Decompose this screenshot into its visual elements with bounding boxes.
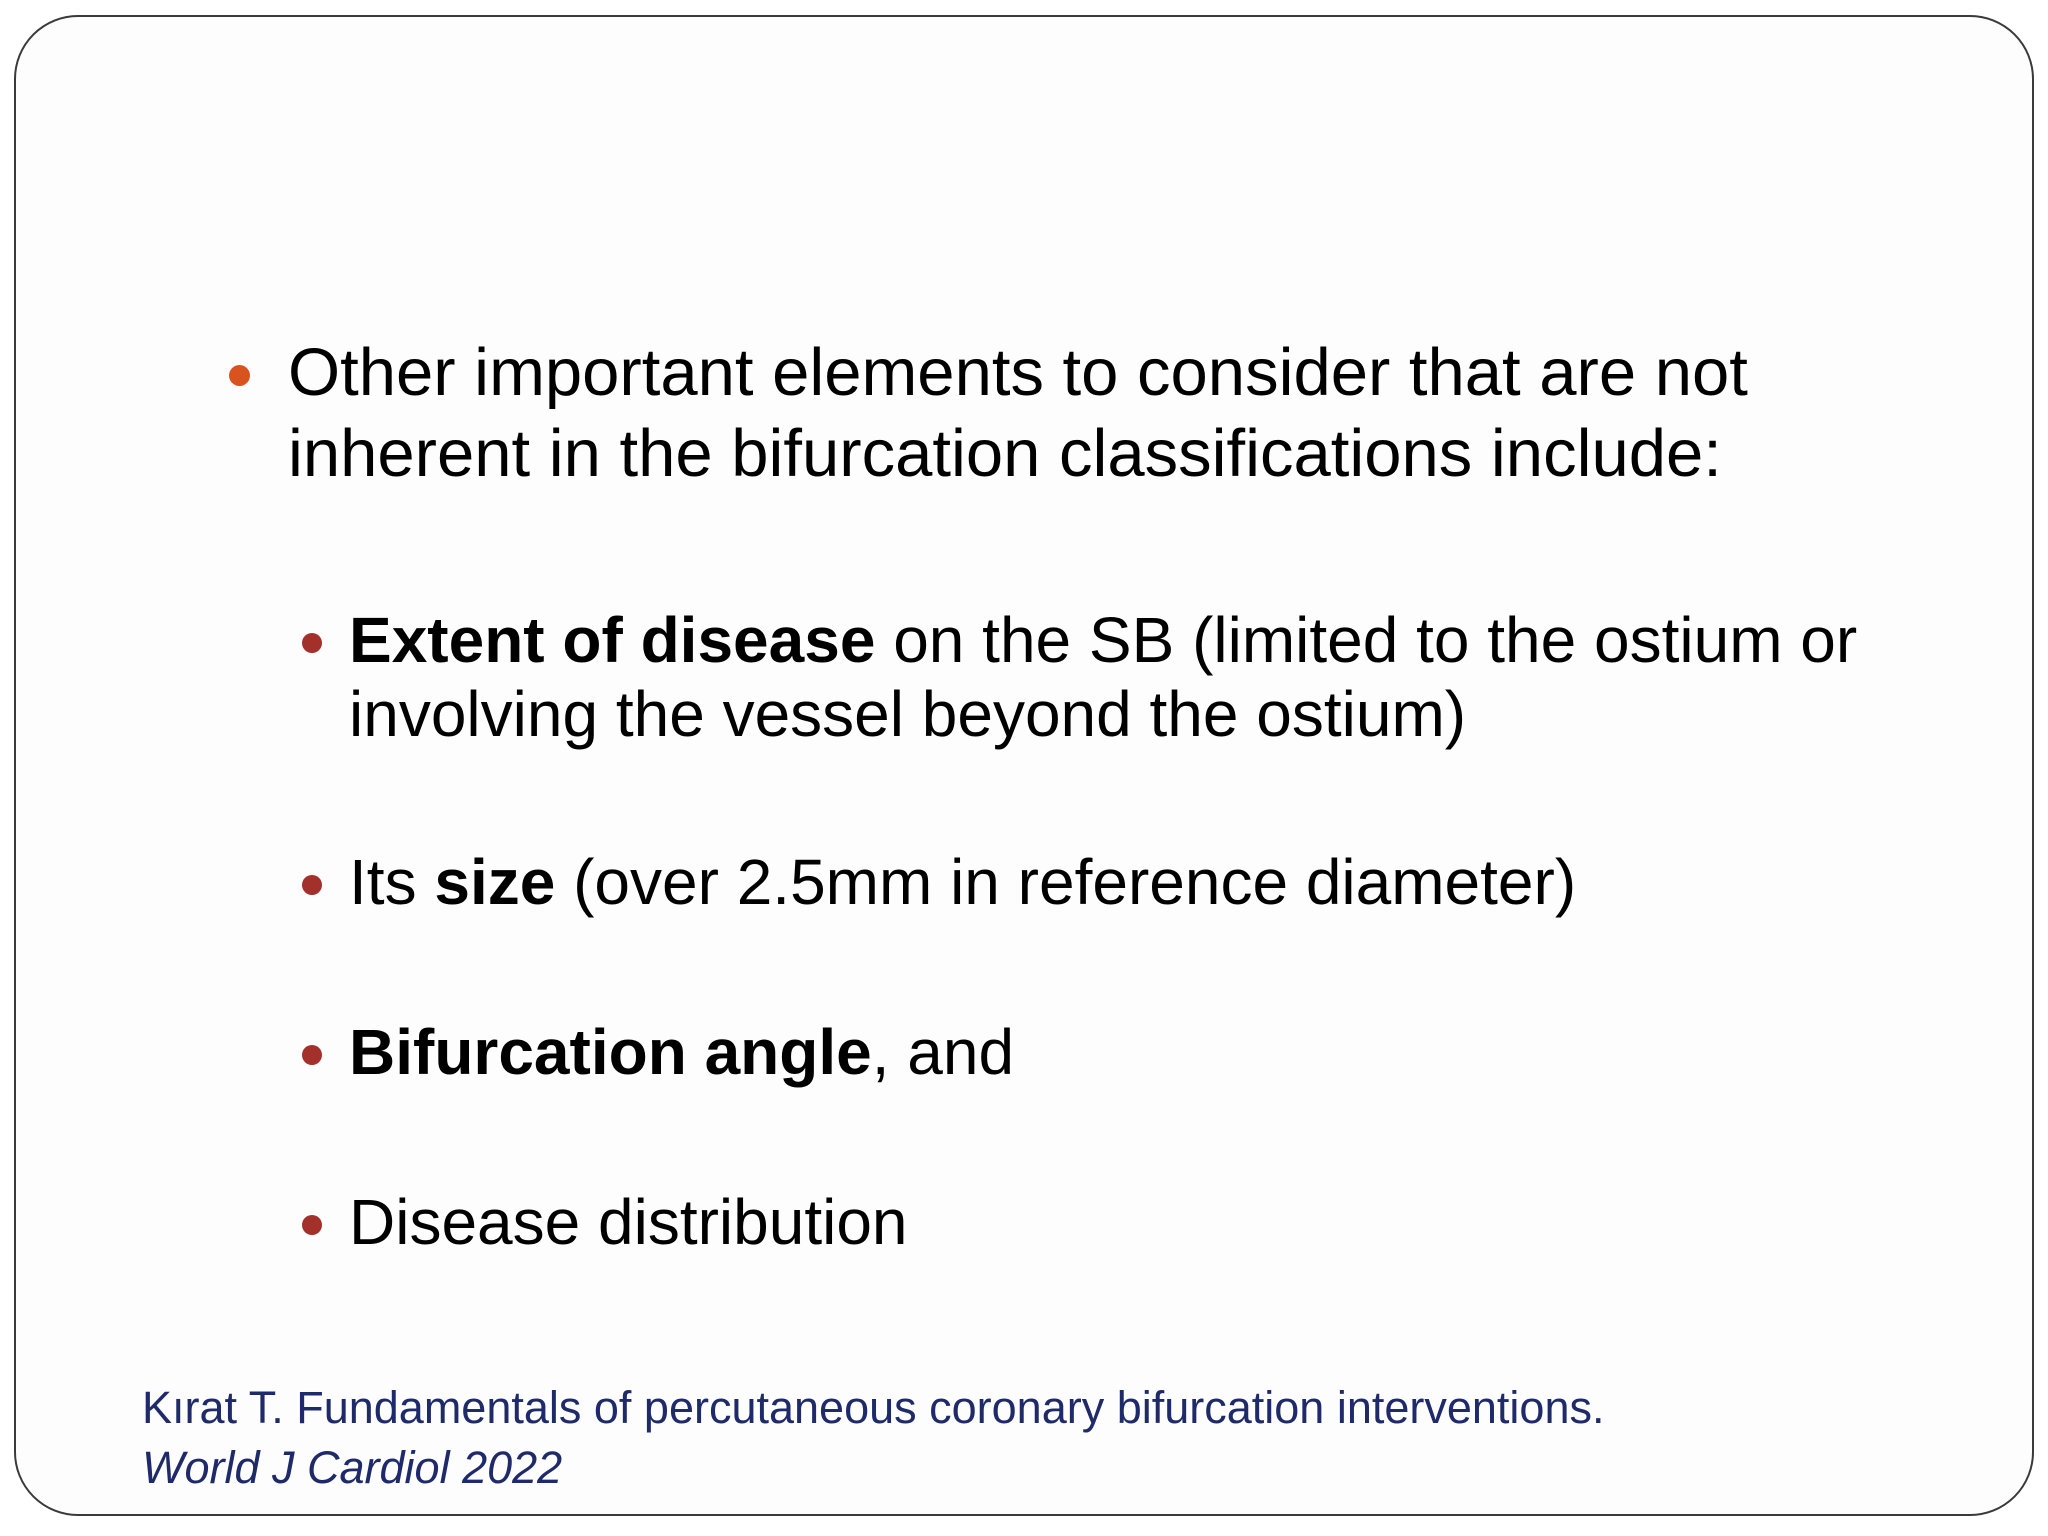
sub-bullet-rest: (over 2.5mm in reference diameter) bbox=[555, 846, 1577, 918]
sub-bullet-rest: , and bbox=[871, 1016, 1015, 1088]
sub-bullet-dot bbox=[302, 875, 322, 895]
sub-bullet-dot bbox=[302, 1045, 322, 1065]
citation-journal: World J Cardiol 2022 bbox=[142, 1442, 563, 1493]
sub-bullet-dot bbox=[302, 633, 322, 653]
sub-bullet-dot bbox=[302, 1215, 322, 1235]
sub-bullet-size bbox=[349, 845, 1909, 919]
sub-bullet-pre: Its bbox=[349, 846, 435, 918]
slide-frame bbox=[14, 15, 2034, 1516]
main-bullet-text: Other important elements to consider that are not inherent in the bifurcation classifications include: bbox=[288, 335, 1748, 491]
citation-authors-title: Kırat T. Fundamentals of percutaneous coronary bifurcation interventions. bbox=[142, 1382, 1605, 1433]
sub-bullet-bold: Bifurcation angle bbox=[349, 1016, 872, 1088]
main-bullet-dot bbox=[229, 365, 250, 386]
sub-bullet-extent-of-disease bbox=[349, 603, 1909, 751]
sub-bullet-rest: on the SB (limited to the ostium or involving the vessel beyond the ostium) bbox=[349, 604, 1858, 750]
citation bbox=[142, 1378, 1604, 1498]
sub-bullet-bold: size bbox=[434, 846, 556, 918]
sub-bullet-bold: Extent of disease bbox=[349, 604, 876, 676]
sub-bullet-disease-distribution bbox=[349, 1185, 1909, 1259]
sub-bullet-rest: Disease distribution bbox=[349, 1186, 908, 1258]
sub-bullet-bifurcation-angle bbox=[349, 1015, 1909, 1089]
